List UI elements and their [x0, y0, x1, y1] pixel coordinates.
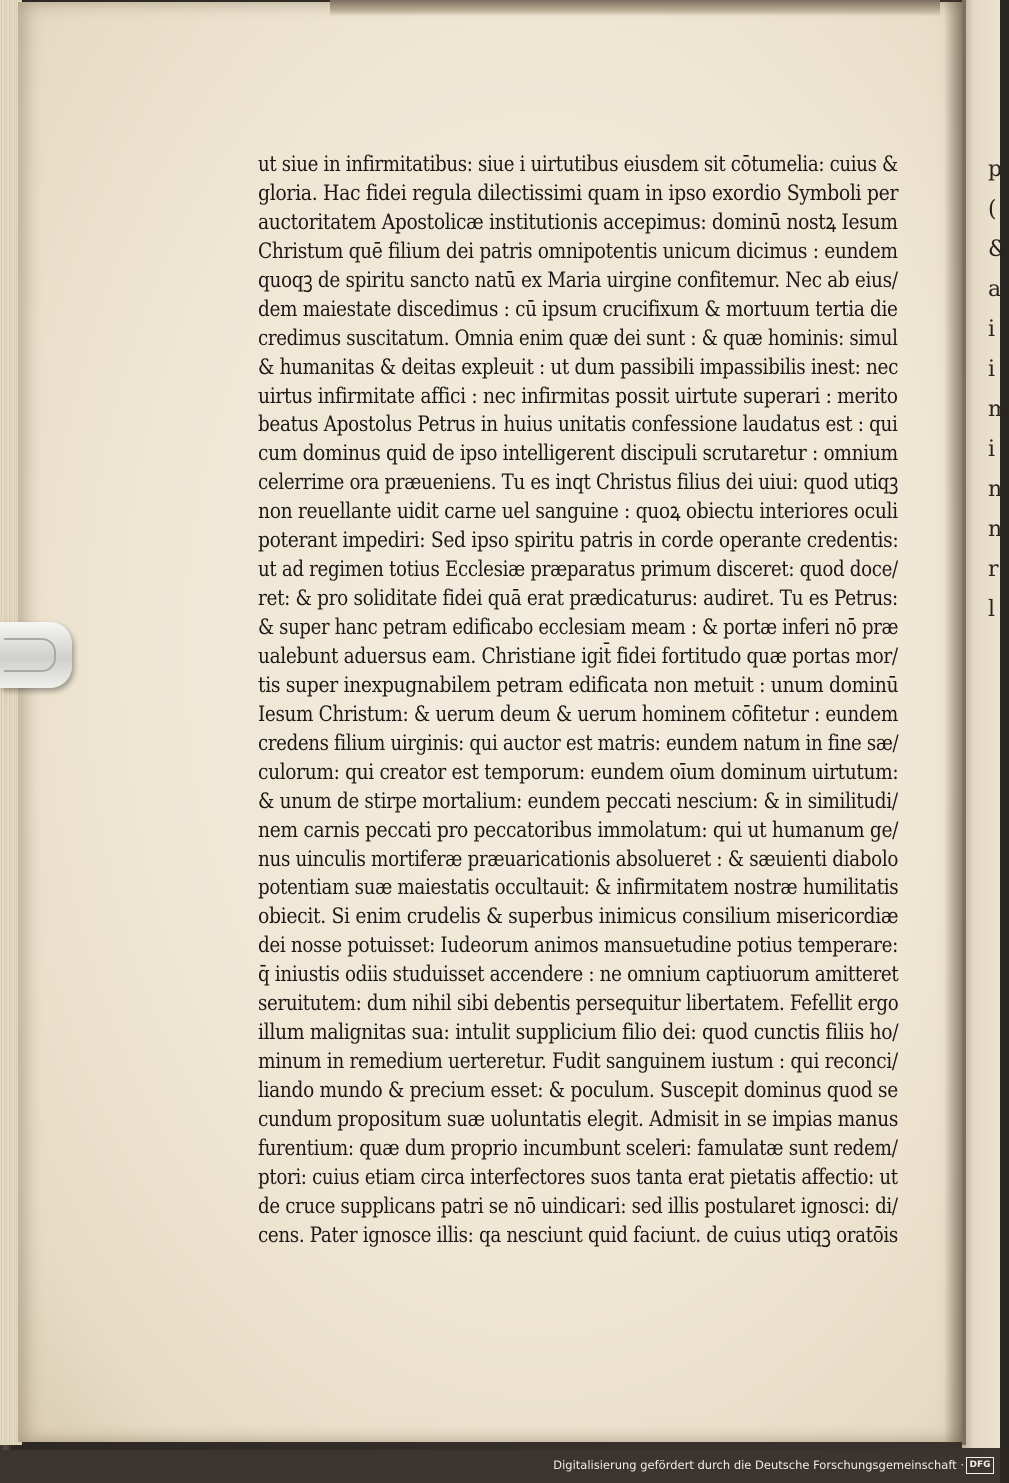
text-line: de cruce supplicans patri se nō uindicari: sed illis postularet ignosci: di/: [258, 1193, 898, 1219]
text-line: obiecit. Si enim crudelis & superbus inimicus consilium misericordiæ: [258, 904, 899, 930]
text-line: furentium: quæ dum proprio incumbunt sceleri: famulatæ sunt redem/: [258, 1135, 898, 1161]
text-line: q̄ iniustis odiis studuisset accendere : ne omnium captiuorum amitteret: [258, 962, 899, 988]
text-line: credens filium uirginis: qui auctor est matris: eundem natum in fine sæ/: [258, 730, 899, 756]
text-line: potentiam suæ maiestatis occultauit: & infirmitatem nostræ humilitatis: [258, 875, 899, 901]
text-line: nem carnis peccati pro peccatoribus immolatum: qui ut humanum ge/: [258, 817, 899, 843]
text-line: dem maiestate discedimus : cū ipsum crucifixum & mortuum tertia die: [258, 296, 898, 322]
text-line: cens. Pater ignosce illis: qa nesciunt quid faciunt. de cuius utiqꝫ oratōis: [258, 1222, 898, 1248]
text-line: quoqꝫ de spiritu sancto natū ex Maria uirgine confitemur. Nec ab eius/: [258, 267, 898, 293]
text-line: ut siue in infirmitatibus: siue i uirtutibus eiusdem sit cōtumelia: cuius &: [258, 152, 898, 177]
text-line: minum in remedium uerteretur. Fudit sanguinem iustum : qui reconci/: [258, 1049, 898, 1075]
text-line: ptori: cuius etiam circa interfectores suos tanta erat pietatis affectio: ut: [258, 1164, 898, 1190]
text-line: & humanitas & deitas expleuit : ut dum passibili impassibilis inest: nec: [258, 354, 899, 380]
text-line: poterant impediri: Sed ipso spiritu patris in corde operante credentis:: [258, 528, 899, 554]
text-line: cundum propositum suæ uoluntatis elegit. Admisit in se impias manus: [258, 1106, 899, 1132]
text-line: seruitutem: dum nihil sibi debentis persequitur libertatem. Fefellit ergo: [258, 991, 899, 1017]
text-line: culorum: qui creator est temporum: eundem oīum dominum uirtutum:: [258, 759, 899, 785]
text-line: ret: & pro soliditate fidei quā erat prædicaturus: audiret. Tu es Petrus:: [258, 586, 898, 612]
text-line: tis super inexpugnabilem petram edificata non metuit : unum dominū: [258, 672, 899, 698]
text-line: Christum quē filium dei patris omnipotentis unicum dicimus : eundem: [258, 238, 898, 264]
text-block: [258, 151, 898, 1251]
text-line: beatus Apostolus Petrus in huius unitatis confessione laudatus est : qui: [258, 412, 898, 438]
gutter-shadow: [944, 0, 966, 1445]
text-line: nus uinculis mortiferæ præuaricationis absolueret : & sæuienti diabolo: [258, 846, 899, 872]
text-line: dei nosse potuisset: Iudeorum animos mansuetudine potius temperare:: [258, 933, 898, 959]
text-line: credimus suscitatum. Omnia enim quæ dei sunt : & quæ hominis: simul: [258, 325, 898, 351]
text-line: ut ad regimen totius Ecclesiæ præparatus primum disceret: quod doce/: [258, 557, 898, 583]
dfg-logo: DFG: [966, 1457, 994, 1474]
text-line: Iesum Christum: & uerum deum & uerum hominem cōfitetur : eundem: [258, 701, 898, 727]
text-line: ualebunt aduersus eam. Christiane igit̄ fidei fortitudo quæ portas mor/: [258, 643, 898, 669]
text-line: & super hanc petram edificabo ecclesiam meam : & portæ inferi nō præ: [258, 615, 899, 640]
text-line: uirtus infirmitate affici : nec infirmitas possit uirtute superari : merito: [258, 383, 898, 409]
text-line: celerrime ora præueniens. Tu es inqt Christus filius dei uiui: quod utiqꝫ: [258, 470, 898, 496]
text-line: cum dominus quid de ipso intelligerent discipuli scrutaretur : omnium: [258, 441, 898, 467]
text-line: auctoritatem Apostolicæ institutionis accepimus: dominū nostꝝ Iesum: [258, 209, 898, 235]
paper-clip-loop: [4, 638, 56, 672]
text-line: illum malignitas sua: intulit supplicium filio dei: quod cunctis filiis ho/: [258, 1020, 899, 1046]
footer-attribution: Digitalisierung gefördert durch die Deutsche Forschungsgemeinschaft ·: [553, 1458, 964, 1472]
text-line: non reuellante uidit carne uel sanguine : quoꝝ obiectu interiores oculi: [258, 499, 898, 525]
paper-clip-icon: [0, 622, 72, 688]
top-edge-shadow: [330, 0, 940, 16]
text-line: & unum de stirpe mortalium: eundem peccati nescium: & in similitudi/: [258, 788, 898, 814]
facing-page-text: p ( & a i i m i n n r l: [988, 157, 1009, 622]
text-line: gloria. Hac fidei regula dilectissimi quam in ipso exordio Symboli per: [258, 180, 899, 206]
text-line: liando mundo & precium esset: & poculum. Suscepit dominus quod se: [258, 1078, 898, 1103]
